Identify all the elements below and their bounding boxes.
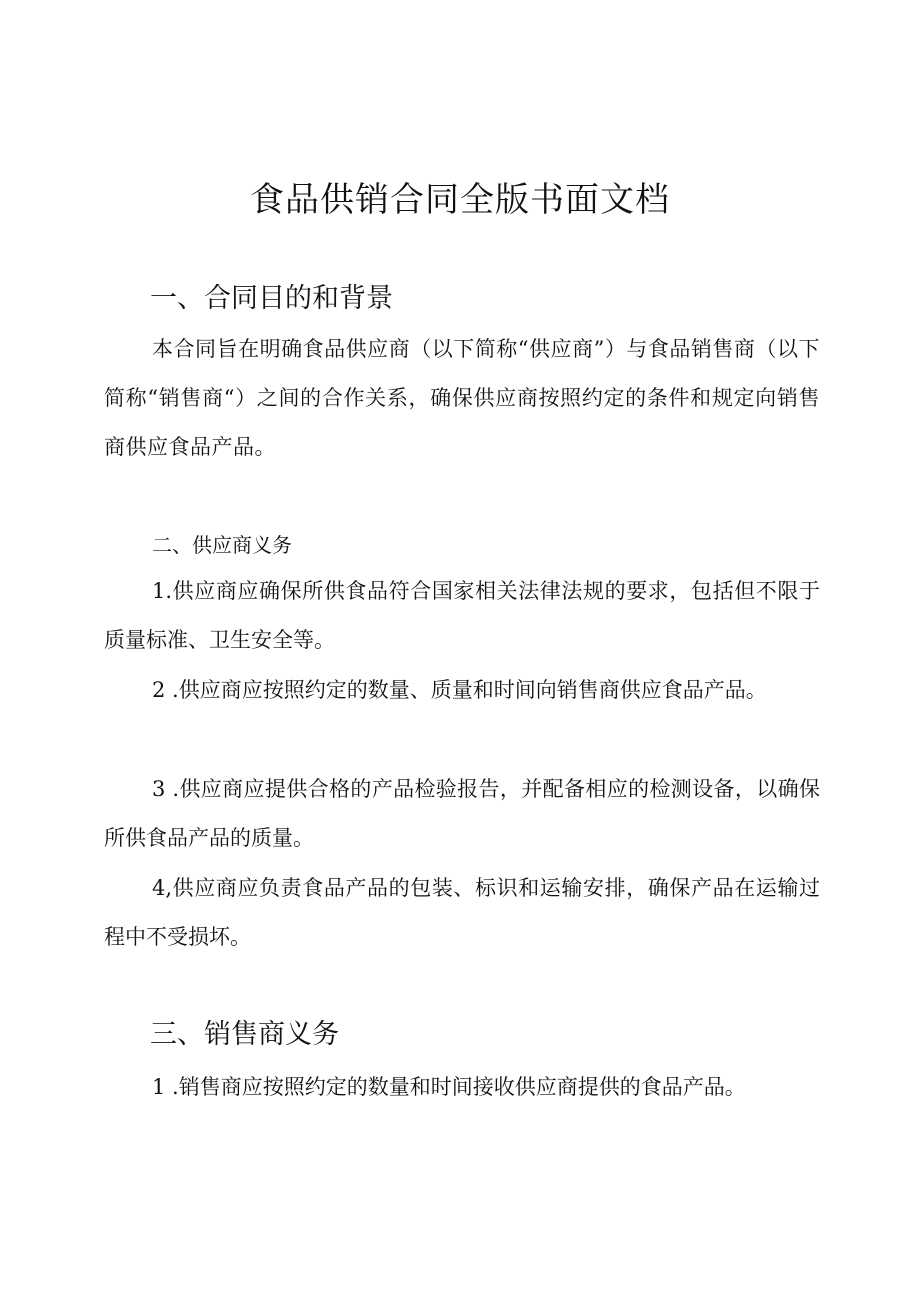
seller-duty-1: 1 .销售商应按照约定的数量和时间接收供应商提供的食品产品。 bbox=[152, 1075, 746, 1099]
document-title: 食品供销合同全版书面文档 bbox=[250, 180, 670, 220]
section-2-heading: 二、供应商义务 bbox=[152, 533, 292, 557]
supplier-duty-1: 1.供应商应确保所供食品符合国家相关法律法规的要求，包括但不限于质量标准、卫生安全等。 bbox=[104, 579, 820, 652]
section-1-paragraph: 本合同旨在明确食品供应商（以下简称“供应商”）与食品销售商（以下简称“销售商“）之间的合作关系，确保供应商按照约定的条件和规定向销售商供应食品产品。 bbox=[104, 337, 820, 459]
supplier-duty-4: 4,供应商应负责食品产品的包装、标识和运输安排，确保产品在运输过程中不受损坏。 bbox=[104, 876, 820, 949]
supplier-duty-2: 2 .供应商应按照约定的数量、质量和时间向销售商供应食品产品。 bbox=[152, 678, 767, 702]
supplier-duty-3: 3 .供应商应提供合格的产品检验报告，并配备相应的检测设备，以确保所供食品产品的质量。 bbox=[104, 777, 820, 850]
section-3-heading: 三、销售商义务 bbox=[150, 1019, 339, 1050]
section-1-heading: 一、合同目的和背景 bbox=[150, 283, 393, 314]
